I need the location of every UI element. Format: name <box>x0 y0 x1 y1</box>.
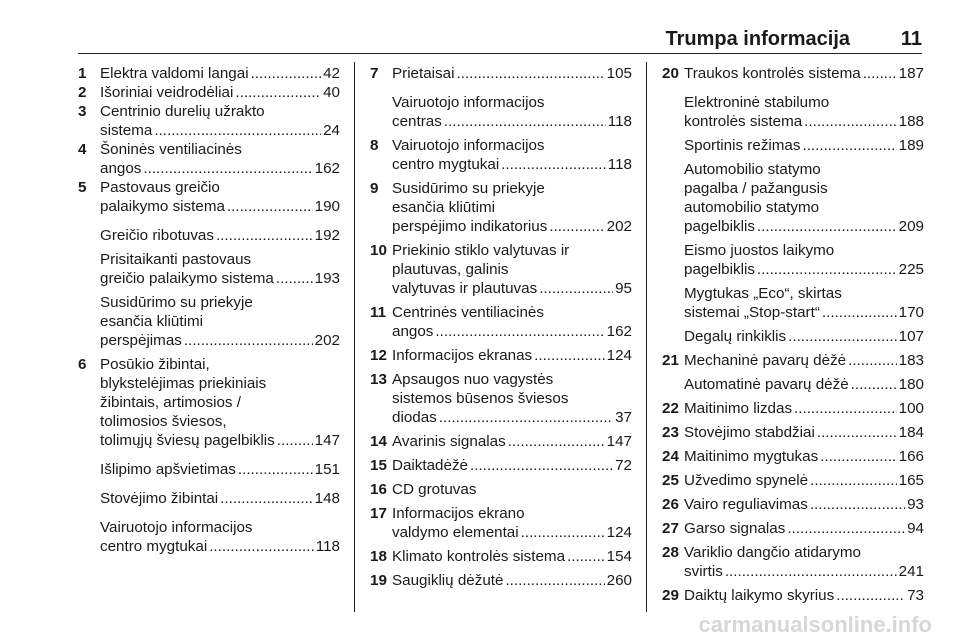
entry-number: 10 <box>370 242 387 259</box>
dot-leader <box>549 217 604 236</box>
entry-number: 3 <box>78 103 87 120</box>
dot-leader <box>851 375 897 394</box>
entry-page-number[interactable]: 202 <box>314 332 340 349</box>
entry-number: 26 <box>662 496 679 513</box>
entry-text-line: Elektra valdomi langai <box>100 65 249 82</box>
dot-leader <box>817 423 897 442</box>
entry-page-number[interactable]: 183 <box>898 352 924 369</box>
toc-entry[interactable] <box>78 293 340 350</box>
entry-page-number[interactable]: 73 <box>907 587 924 604</box>
entry-page-number[interactable]: 94 <box>907 520 924 537</box>
entry-number: 17 <box>370 505 387 522</box>
dot-leader <box>820 447 896 466</box>
toc-entry[interactable] <box>78 178 340 216</box>
toc-entry[interactable] <box>370 93 632 131</box>
entry-number: 14 <box>370 433 387 450</box>
toc-entry[interactable] <box>370 547 632 566</box>
entry-number: 23 <box>662 424 679 441</box>
entry-page-number[interactable]: 162 <box>314 160 340 177</box>
dot-leader <box>836 586 905 605</box>
toc-entry[interactable] <box>370 504 632 542</box>
entry-number: 21 <box>662 352 679 369</box>
dot-leader <box>508 432 605 451</box>
entry-text-line: Avarinis signalas <box>392 433 506 450</box>
dot-leader <box>787 519 905 538</box>
toc-column-2 <box>370 64 632 590</box>
toc-entry[interactable] <box>370 571 632 590</box>
toc-entry[interactable] <box>662 543 924 581</box>
toc-entry[interactable] <box>370 432 632 451</box>
dot-leader <box>521 523 605 542</box>
toc-entry[interactable] <box>662 375 924 394</box>
entry-page-number[interactable]: 148 <box>314 490 340 507</box>
entry-text-line: Pastovaus greičio <box>100 179 220 196</box>
dot-leader <box>757 217 897 236</box>
entry-number: 13 <box>370 371 387 388</box>
toc-entry[interactable] <box>662 423 924 442</box>
entry-text-line: perspėjimas <box>100 332 182 349</box>
entry-number: 15 <box>370 457 387 474</box>
entry-text-line: palaikymo sistema <box>100 198 225 215</box>
toc-entry[interactable] <box>662 136 924 155</box>
entry-text-line: Daiktų laikymo skyrius <box>684 587 835 604</box>
toc-entry[interactable] <box>662 327 924 346</box>
entry-text-line: žibintais, artimosios / <box>100 394 241 411</box>
entry-number: 18 <box>370 548 387 565</box>
toc-entry[interactable] <box>662 447 924 466</box>
toc-entry[interactable] <box>370 480 632 499</box>
entry-text-line: automobilio statymo <box>684 199 820 216</box>
entry-text-line: blykstelėjimas priekiniais <box>100 375 267 392</box>
entry-text-line: Apsaugos nuo vagystės <box>392 371 554 388</box>
entry-text-line: Greičio ribotuvas <box>100 227 214 244</box>
header-divider <box>78 53 922 54</box>
page-title: Trumpa informacija <box>665 28 850 50</box>
entry-text-line: pagelbiklis <box>684 261 755 278</box>
toc-entry[interactable] <box>662 241 924 279</box>
dot-leader <box>567 547 605 566</box>
entry-page-number[interactable]: 147 <box>314 432 340 449</box>
entry-number: 19 <box>370 572 387 589</box>
entry-page-number[interactable]: 95 <box>615 280 632 297</box>
entry-text-line: svirtis <box>684 563 723 580</box>
toc-entry[interactable] <box>370 241 632 298</box>
dot-leader <box>276 269 313 288</box>
toc-entry[interactable] <box>78 140 340 178</box>
toc-entry[interactable] <box>662 399 924 418</box>
entry-page-number[interactable]: 188 <box>898 113 924 130</box>
entry-text-line: Išlipimo apšvietimas <box>100 461 236 478</box>
column-divider <box>354 62 355 612</box>
entry-text-line: Mechaninė pavarų dėžė <box>684 352 847 369</box>
dot-leader <box>505 571 604 590</box>
watermark: carmanualsonline.info <box>698 612 932 637</box>
entry-text-line: Prisitaikanti pastovaus <box>100 251 252 268</box>
entry-text-line: sistema <box>100 122 153 139</box>
entry-page-number[interactable]: 225 <box>898 261 924 278</box>
entry-page-number[interactable]: 40 <box>323 84 340 101</box>
entry-text-line: Vairuotojo informacijos <box>392 137 545 154</box>
entry-page-number[interactable]: 189 <box>898 137 924 154</box>
dot-leader <box>227 197 313 216</box>
entry-page-number[interactable]: 154 <box>606 548 632 565</box>
entry-page-number[interactable]: 209 <box>898 218 924 235</box>
entry-page-number[interactable]: 118 <box>607 156 632 173</box>
entry-text-line: diodas <box>392 409 437 426</box>
entry-number: 5 <box>78 179 87 196</box>
entry-text-line: valdymo elementai <box>392 524 519 541</box>
entry-page-number[interactable]: 192 <box>314 227 340 244</box>
toc-entry[interactable] <box>662 351 924 370</box>
entry-page-number[interactable]: 24 <box>323 122 340 139</box>
dot-leader <box>456 64 604 83</box>
entry-text-line: greičio palaikymo sistema <box>100 270 274 287</box>
dot-leader <box>757 260 897 279</box>
entry-page-number[interactable]: 260 <box>606 572 632 589</box>
toc-entry[interactable] <box>370 136 632 174</box>
toc-column-1 <box>78 64 340 556</box>
entry-number: 22 <box>662 400 679 417</box>
dot-leader <box>788 327 897 346</box>
entry-page-number[interactable]: 241 <box>898 563 924 580</box>
dot-leader <box>804 112 896 131</box>
entry-text-line: Išoriniai veidrodėliai <box>100 84 234 101</box>
toc-entry[interactable] <box>370 179 632 236</box>
entry-text-line: centras <box>392 113 442 130</box>
entry-page-number[interactable]: 42 <box>323 65 340 82</box>
entry-text-line: Automatinė pavarų dėžė <box>684 376 849 393</box>
entry-text-line: centro mygtukai <box>392 156 500 173</box>
dot-leader <box>534 346 605 365</box>
entry-page-number[interactable]: 93 <box>907 496 924 513</box>
toc-entry[interactable] <box>78 64 340 83</box>
entry-number: 27 <box>662 520 679 537</box>
entry-number: 9 <box>370 180 379 197</box>
entry-text-line: Susidūrimo su priekyje <box>100 294 253 311</box>
entry-text-line: Variklio dangčio atidarymo <box>684 544 861 561</box>
entry-number: 12 <box>370 347 387 364</box>
entry-page-number[interactable]: 151 <box>314 461 340 478</box>
toc-entry[interactable] <box>78 489 340 508</box>
column-divider <box>646 62 647 612</box>
dot-leader <box>154 121 321 140</box>
toc-entry[interactable] <box>662 93 924 131</box>
entry-page-number[interactable]: 170 <box>898 304 924 321</box>
entry-page-number[interactable]: 190 <box>314 198 340 215</box>
entry-number: 2 <box>78 84 87 101</box>
entry-number: 28 <box>662 544 679 561</box>
entry-page-number[interactable]: 124 <box>606 347 632 364</box>
entry-page-number[interactable]: 100 <box>898 400 924 417</box>
entry-text-line: angos <box>392 323 434 340</box>
dot-leader <box>444 112 606 131</box>
dot-leader <box>143 159 312 178</box>
toc-entry[interactable] <box>662 160 924 236</box>
entry-text-line: Susidūrimo su priekyje <box>392 180 545 197</box>
entry-text-line: perspėjimo indikatorius <box>392 218 548 235</box>
dot-leader <box>539 279 613 298</box>
entry-text-line: Informacijos ekrano <box>392 505 525 522</box>
entry-text-line: kontrolės sistema <box>684 113 803 130</box>
entry-text-line: sistemos būsenos šviesos <box>392 390 569 407</box>
entry-text-line: Vairo reguliavimas <box>684 496 808 513</box>
entry-text-line: Degalų rinkiklis <box>684 328 787 345</box>
entry-page-number[interactable]: 118 <box>607 113 632 130</box>
toc-entry[interactable] <box>78 460 340 479</box>
entry-text-line: angos <box>100 160 142 177</box>
entry-text-line: Stovėjimo žibintai <box>100 490 219 507</box>
entry-page-number[interactable]: 72 <box>615 457 632 474</box>
toc-entry[interactable] <box>78 226 340 245</box>
toc-entry[interactable] <box>78 355 340 450</box>
dot-leader <box>725 562 897 581</box>
entry-page-number[interactable]: 107 <box>898 328 924 345</box>
entry-text-line: Priekinio stiklo valytuvas ir <box>392 242 570 259</box>
entry-number: 29 <box>662 587 679 604</box>
entry-text-line: Prietaisai <box>392 65 455 82</box>
dot-leader <box>439 408 613 427</box>
entry-text-line: tolimųjų šviesų pagelbiklis <box>100 432 275 449</box>
entry-text-line: Stovėjimo stabdžiai <box>684 424 815 441</box>
toc-entry[interactable] <box>662 519 924 538</box>
toc-entry[interactable] <box>662 586 924 605</box>
toc-entry[interactable] <box>78 518 340 556</box>
entry-page-number[interactable]: 166 <box>898 448 924 465</box>
entry-text-line: Šoninės ventiliacinės <box>100 141 242 158</box>
page-number: 11 <box>900 28 922 50</box>
entry-text-line: pagelbiklis <box>684 218 755 235</box>
entry-text-line: tolimosios šviesos, <box>100 413 227 430</box>
toc-entry[interactable] <box>78 250 340 288</box>
entry-text-line: Saugiklių dėžutė <box>392 572 504 589</box>
entry-number: 7 <box>370 65 379 82</box>
entry-text-line: Centrinės ventiliacinės <box>392 304 544 321</box>
toc-entry[interactable] <box>370 370 632 427</box>
entry-number: 20 <box>662 65 679 82</box>
entry-number: 11 <box>370 304 387 321</box>
toc-entry[interactable] <box>370 64 632 83</box>
entry-text-line: Sportinis režimas <box>684 137 801 154</box>
entry-number: 25 <box>662 472 679 489</box>
toc-entry[interactable] <box>662 495 924 514</box>
dot-leader <box>794 399 897 418</box>
entry-text-line: Vairuotojo informacijos <box>392 94 545 111</box>
entry-text-line: Informacijos ekranas <box>392 347 533 364</box>
toc-column-3 <box>662 64 924 605</box>
entry-page-number[interactable]: 193 <box>314 270 340 287</box>
dot-leader <box>220 489 312 508</box>
entry-page-number[interactable]: 124 <box>606 524 632 541</box>
entry-text-line: Mygtukas „Eco“, skirtas <box>684 285 842 302</box>
entry-text-line: CD grotuvas <box>392 481 477 498</box>
entry-text-line: esančia kliūtimi <box>100 313 203 330</box>
entry-number: 4 <box>78 141 87 158</box>
dot-leader <box>235 83 321 102</box>
dot-leader <box>848 351 897 370</box>
entry-text-line: sistemai „Stop-start“ <box>684 304 820 321</box>
entry-text-line: Posūkio žibintai, <box>100 356 210 373</box>
toc-entry[interactable] <box>370 303 632 341</box>
entry-page-number[interactable]: 105 <box>606 65 632 82</box>
dot-leader <box>810 471 897 490</box>
entry-page-number[interactable]: 147 <box>606 433 632 450</box>
entry-text-line: Automobilio statymo <box>684 161 821 178</box>
dot-leader <box>435 322 604 341</box>
entry-page-number[interactable]: 202 <box>606 218 632 235</box>
dot-leader <box>209 537 314 556</box>
dot-leader <box>802 136 896 155</box>
entry-text-line: Maitinimo mygtukas <box>684 448 819 465</box>
entry-text-line: Garso signalas <box>684 520 786 537</box>
entry-page-number[interactable]: 37 <box>615 409 632 426</box>
toc-entry[interactable] <box>370 456 632 475</box>
entry-page-number[interactable]: 187 <box>898 65 924 82</box>
dot-leader <box>863 64 897 83</box>
entry-text-line: Elektroninė stabilumo <box>684 94 830 111</box>
dot-leader <box>501 155 606 174</box>
dot-leader <box>216 226 313 245</box>
entry-text-line: Centrinio durelių užrakto <box>100 103 265 120</box>
dot-leader <box>822 303 897 322</box>
page-header <box>0 28 960 52</box>
entry-number: 8 <box>370 137 379 154</box>
entry-text-line: Klimato kontrolės sistema <box>392 548 566 565</box>
entry-page-number[interactable]: 184 <box>898 424 924 441</box>
entry-page-number[interactable]: 118 <box>315 538 340 555</box>
entry-page-number[interactable]: 180 <box>898 376 924 393</box>
entry-text-line: plautuvas, galinis <box>392 261 509 278</box>
entry-page-number[interactable]: 162 <box>606 323 632 340</box>
entry-number: 24 <box>662 448 679 465</box>
toc-entry[interactable] <box>78 102 340 140</box>
toc-entry[interactable] <box>370 346 632 365</box>
entry-text-line: esančia kliūtimi <box>392 199 495 216</box>
entry-number: 1 <box>78 65 87 82</box>
entry-text-line: Traukos kontrolės sistema <box>684 65 861 82</box>
toc-entry[interactable] <box>662 64 924 83</box>
dot-leader <box>184 331 313 350</box>
dot-leader <box>277 431 313 450</box>
dot-leader <box>251 64 322 83</box>
entry-text-line: pagalba / pažangusis <box>684 180 828 197</box>
entry-number: 6 <box>78 356 87 373</box>
entry-text-line: Eismo juostos laikymo <box>684 242 835 259</box>
toc-entry[interactable] <box>78 83 340 102</box>
entry-text-line: Užvedimo spynelė <box>684 472 809 489</box>
entry-text-line: Vairuotojo informacijos <box>100 519 253 536</box>
entry-text-line: Daiktadėžė <box>392 457 468 474</box>
dot-leader <box>238 460 313 479</box>
toc-entry[interactable] <box>662 284 924 322</box>
entry-text-line: centro mygtukai <box>100 538 208 555</box>
entry-text-line: Maitinimo lizdas <box>684 400 793 417</box>
entry-number: 16 <box>370 481 387 498</box>
entry-page-number[interactable]: 165 <box>898 472 924 489</box>
toc-entry[interactable] <box>662 471 924 490</box>
dot-leader <box>470 456 613 475</box>
dot-leader <box>810 495 905 514</box>
entry-text-line: valytuvas ir plautuvas <box>392 280 538 297</box>
